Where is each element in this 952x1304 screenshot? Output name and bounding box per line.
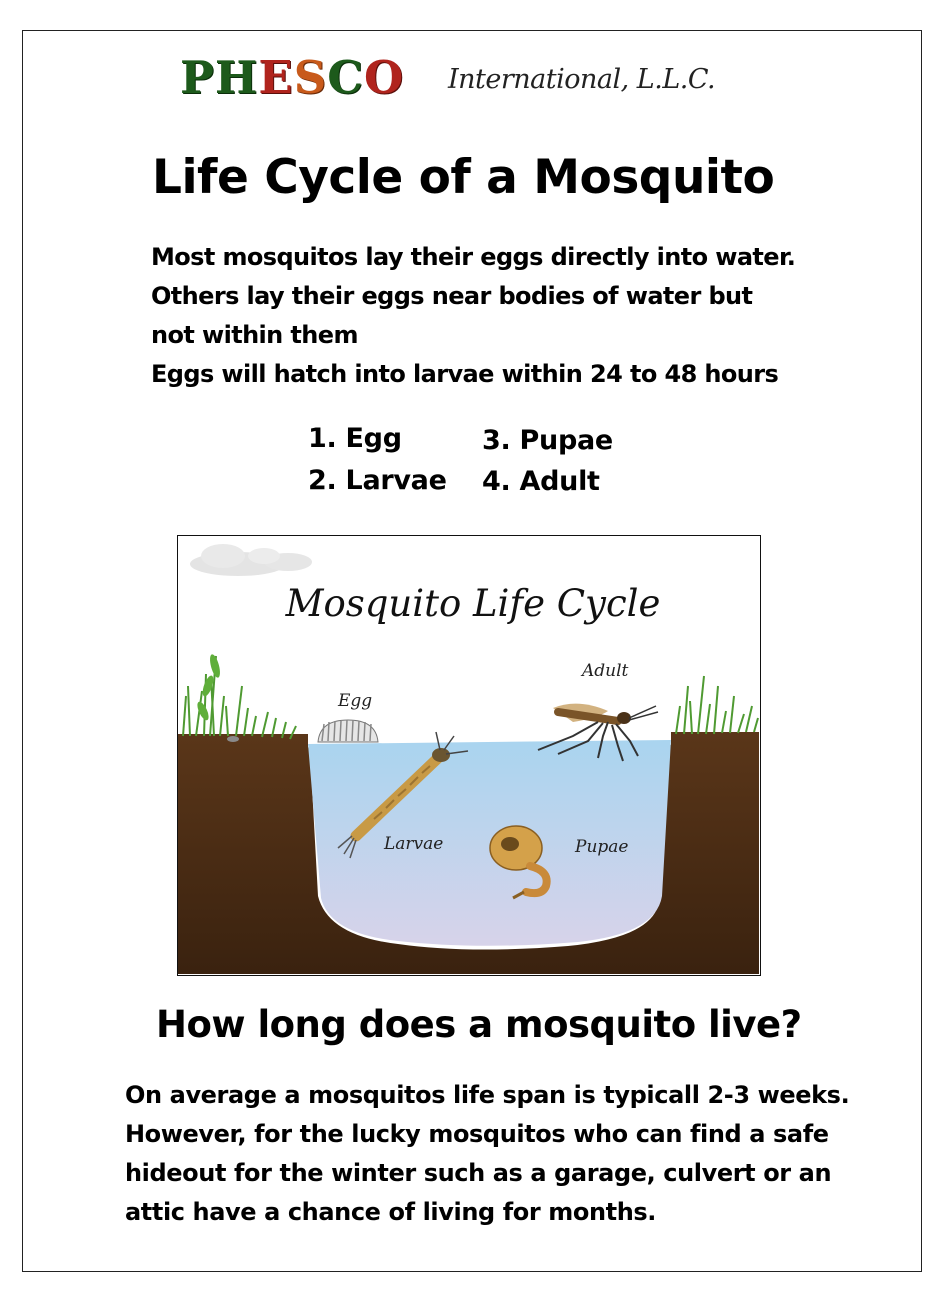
pupae-label: Pupae [575,837,629,857]
logo-letter-s: S [293,51,328,104]
intro-line: Most mosquitos lay their eggs directly into water. [151,243,796,271]
life-cycle-illustration [178,536,759,974]
stage-item-adult: 4. Adult [482,466,600,497]
grass-left-icon [183,656,296,739]
intro-paragraph [151,238,795,394]
intro-line: Others lay their eggs near bodies of water but [151,282,753,310]
logo-letter-o: O [364,51,405,104]
phesco-logo [176,48,716,108]
egg-raft-icon [318,720,378,742]
logo-letter-p: P [180,51,215,104]
stage-item-egg: 1. Egg [308,423,402,454]
logo-subtitle: International, L.L.C. [448,64,716,95]
egg-label: Egg [338,691,373,711]
intro-line: not within them [151,321,358,349]
larvae-label: Larvae [384,834,444,854]
lifespan-line: hideout for the winter such as a garage, culvert or an [125,1159,832,1187]
intro-line: Eggs will hatch into larvae within 24 to 48 hours [151,360,779,388]
life-cycle-diagram [177,535,761,976]
lifespan-paragraph [125,1076,849,1232]
cloud-icon [190,544,312,576]
lifespan-line: On average a mosquitos life span is typicall 2-3 weeks. [125,1081,850,1109]
logo-brand [180,52,404,104]
lifespan-line: attic have a chance of living for months. [125,1198,657,1226]
lifespan-heading: How long does a mosquito live? [156,1003,802,1046]
stage-item-larvae: 2. Larvae [308,465,447,496]
logo-letter-c: C [327,51,365,104]
grass-right-icon [676,676,758,734]
logo-letter-e: E [258,51,294,104]
logo-letter-h: H [214,51,259,104]
page-title: Life Cycle of a Mosquito [152,150,775,205]
diagram-title: Mosquito Life Cycle [285,582,661,625]
lifespan-line: However, for the lucky mosquitos who can find a safe [125,1120,829,1148]
stage-item-pupae: 3. Pupae [482,425,613,456]
adult-label: Adult [582,661,629,681]
